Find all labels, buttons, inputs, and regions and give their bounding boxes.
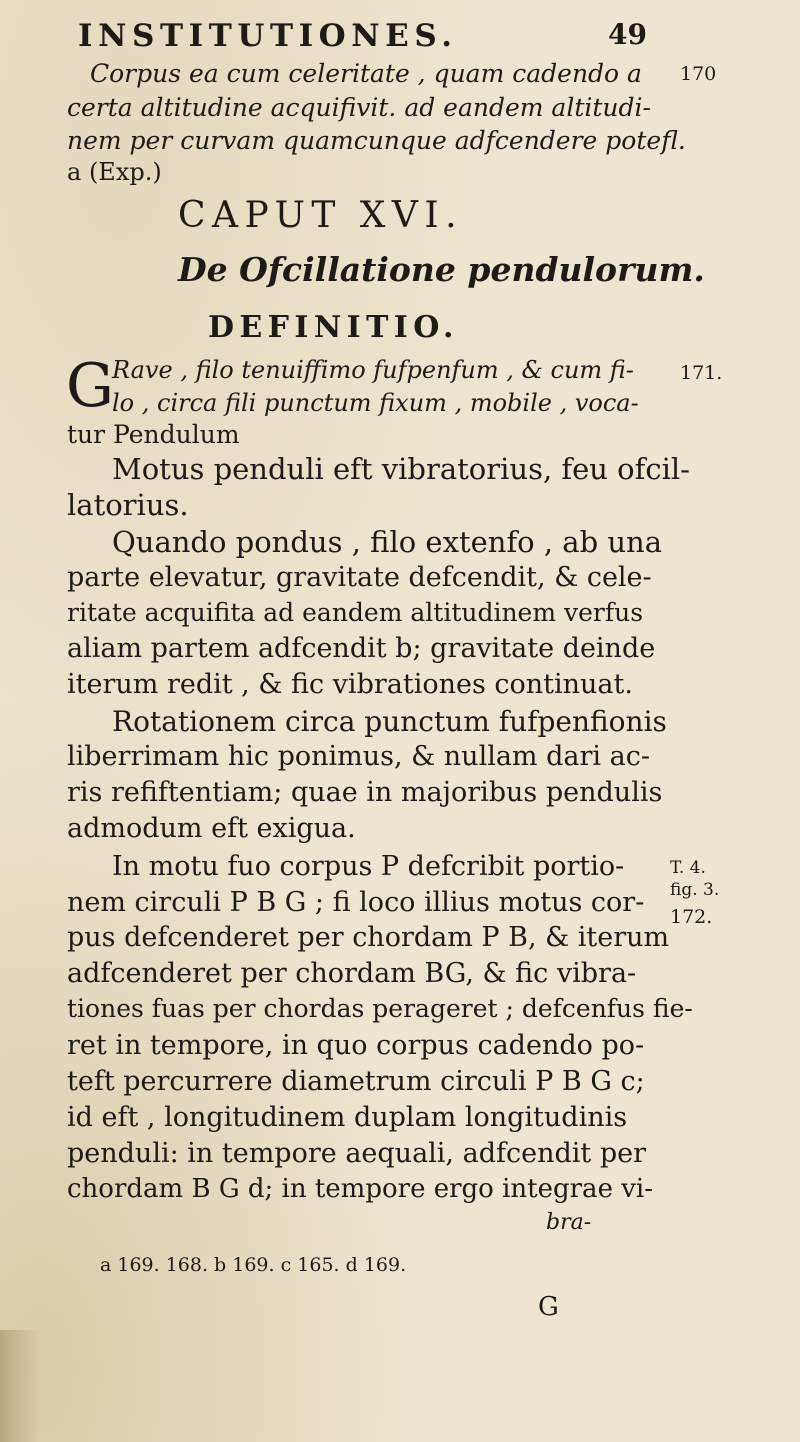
- text-line: Quando pondus , filo extenfo , ab una: [112, 525, 663, 559]
- text-line: liberrimam hic ponimus, & nullam dari ac-: [67, 741, 650, 772]
- text-line: nem per curvam quamcunque adfcendere potefl.: [67, 126, 686, 155]
- margin-note: fig. 3.: [670, 880, 720, 900]
- text-line: ris refiftentiam; quae in majoribus pendulis: [67, 777, 663, 808]
- section-heading: DEFINITIO.: [208, 310, 459, 345]
- page-edge-shadow: [0, 1330, 40, 1442]
- text-line: tiones fuas per chordas perageret ; defcenfus fie-: [67, 994, 693, 1023]
- text-line: Rave , filo tenuiffimo fufpenfum , & cum fi-: [112, 356, 634, 384]
- running-head: INSTITUTIONES.: [78, 18, 458, 54]
- text-line: certa altitudine acquifivit. ad eandem altitudi-: [67, 93, 651, 122]
- margin-note: T. 4.: [670, 858, 706, 878]
- text-line: ret in tempore, in quo corpus cadendo po-: [67, 1030, 645, 1061]
- text-line: parte elevatur, gravitate defcendit, & cele-: [67, 562, 652, 593]
- signature-mark: G: [538, 1292, 559, 1322]
- text-line: pus defcenderet per chordam P B, & iterum: [67, 922, 670, 953]
- margin-note: 171.: [680, 362, 723, 384]
- text-line: admodum eft exigua.: [67, 813, 356, 844]
- text-line: aliam partem adfcendit b; gravitate deinde: [67, 633, 656, 664]
- text-line: lo , circa fili punctum fixum , mobile , voca-: [112, 389, 639, 417]
- text-line: Rotationem circa punctum fufpenfionis: [112, 705, 667, 738]
- text-line: Corpus ea cum celeritate , quam cadendo a: [90, 59, 642, 88]
- chapter-subtitle: De Ofcillatione pendulorum.: [178, 250, 705, 289]
- footnotes: a 169. 168. b 169. c 165. d 169.: [100, 1254, 407, 1276]
- chapter-title: CAPUT XVI.: [178, 195, 464, 236]
- text-line: chordam B G d; in tempore ergo integrae vi-: [67, 1174, 654, 1204]
- text-line: iterum redit , & fic vibrationes continuat.: [67, 669, 633, 700]
- text-line: tur Pendulum: [67, 420, 240, 449]
- text-line: Motus penduli eft vibratorius, feu ofcil-: [112, 452, 690, 486]
- page-number: 49: [608, 18, 647, 51]
- text-line: latorius.: [67, 488, 189, 522]
- text-line: teft percurrere diametrum circuli P B G c;: [67, 1066, 645, 1097]
- text-line: a (Exp.): [67, 158, 162, 186]
- drop-cap: G: [66, 351, 114, 421]
- text-line: nem circuli P B G ; fi loco illius motus cor-: [67, 887, 645, 918]
- margin-note: 172.: [670, 906, 713, 928]
- text-line: In motu fuo corpus P defcribit portio-: [112, 851, 625, 882]
- catchword: bra-: [546, 1210, 592, 1235]
- text-line: penduli: in tempore aequali, adfcendit per: [67, 1138, 646, 1169]
- margin-note: 170: [680, 63, 717, 85]
- text-line: id eft , longitudinem duplam longitudinis: [67, 1102, 628, 1133]
- text-line: ritate acquifita ad eandem altitudinem verfus: [67, 598, 644, 627]
- text-line: adfcenderet per chordam BG, & fic vibra-: [67, 958, 637, 989]
